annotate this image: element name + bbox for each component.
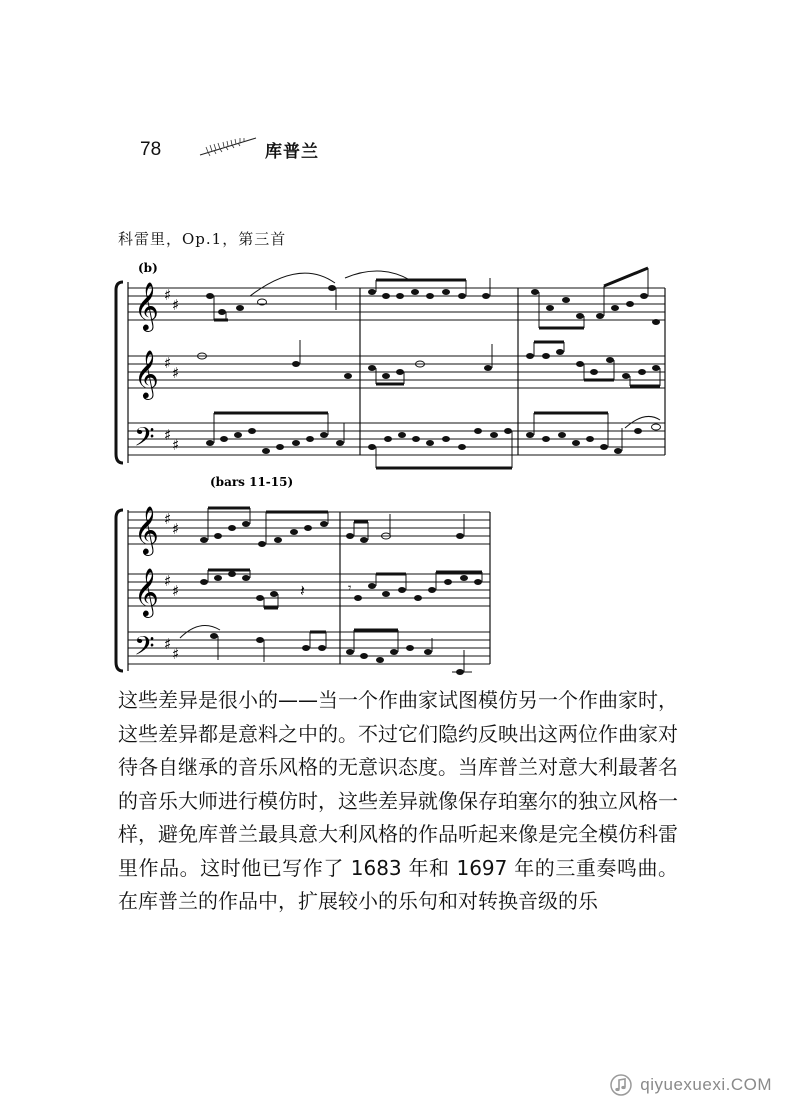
bass-clef-icon: 𝄢 [134,421,155,459]
bars-label: (bars 11-15) [210,475,294,489]
example-caption: 科雷里，Op.1，第三首 [118,230,287,248]
score-system-1 [110,258,670,493]
svg-text:♯: ♯ [164,635,172,653]
treble-clef-icon: 𝄞 [134,505,159,554]
feather-quill-icon [198,135,260,157]
body-text [118,684,678,919]
svg-text:♯: ♯ [164,354,172,372]
treble-clef-icon: 𝄞 [134,281,159,330]
label-b: (b) [138,261,158,275]
notes-staff-1 [206,285,660,325]
svg-text:♯: ♯ [172,296,180,314]
svg-text:𝄾: 𝄾 [348,581,352,596]
svg-text:♯: ♯ [164,426,172,444]
svg-text:♯: ♯ [172,364,180,382]
svg-text:♯: ♯ [164,510,172,528]
notes-staff-1 [200,521,464,547]
svg-text:♯: ♯ [172,582,180,600]
svg-text:♯: ♯ [164,286,172,304]
score-system-2 [110,500,510,680]
svg-text:♯: ♯ [172,645,180,663]
treble-clef-icon: 𝄞 [134,349,159,398]
treble-clef-icon: 𝄞 [134,567,159,616]
svg-text:♯: ♯ [172,520,180,538]
svg-text:𝄽: 𝄽 [300,581,305,600]
watermark [610,1074,772,1102]
watermark-text: qiyuexuexi.COM [640,1075,772,1094]
page-number: 78 [140,139,162,160]
notes-staff-3 [210,633,464,675]
music-note-logo-icon [610,1074,632,1096]
body-paragraph: 这些差异是很小的——当一个作曲家试图模仿另一个作曲家时，这些差异都是意料之中的。不过它们隐约反映出这两位作曲家对待各自继承的音乐风格的无意识态度。当库普兰对意大利最著名的音乐大师进行模仿时，这些差异就像保存珀塞尔的独立风格一样，避免库普兰最具意大利风格的作品听起来像是完全模仿科雷里作品。这时他已写作了 1683 年和 1697 年的三重奏鸣曲。在库普兰的作品中，扩展较小的乐句和对转换音级的乐 [118,688,678,913]
svg-text:♯: ♯ [164,572,172,590]
bass-clef-icon: 𝄢 [134,630,155,668]
page-header [140,135,440,165]
svg-text:♯: ♯ [172,436,180,454]
running-title: 库普兰 [265,142,319,162]
notes-staff-2 [200,571,482,601]
